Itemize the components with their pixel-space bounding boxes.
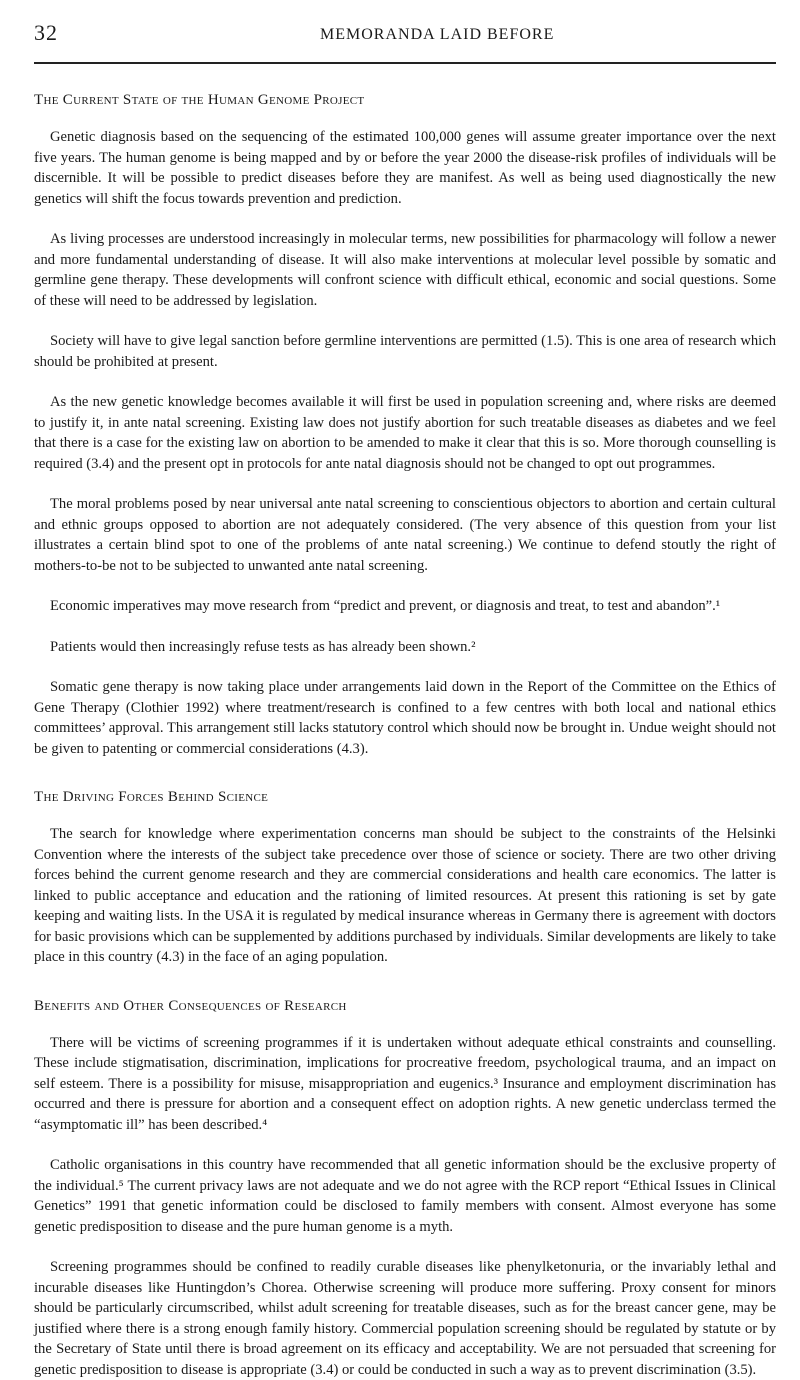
paragraph: Patients would then increasingly refuse tests as has already been shown.² xyxy=(50,638,476,655)
section-heading-driving-forces: The Driving Forces Behind Science xyxy=(34,789,269,805)
paragraph: Genetic diagnosis based on the sequencing of the estimated 100,000 genes will assume greater importance over the next five years. The human genome is being mapped and by or before the year 2000 the disease-risk profiles of individuals will be discernible. It will be possible to predict diseases before they are manifest. As well as being used diagnostically the new genetics will shift the focus towards prevention and prediction. xyxy=(34,129,776,207)
running-title: MEMORANDA LAID BEFORE xyxy=(320,26,555,43)
document-body xyxy=(34,64,776,1380)
paragraph: Economic imperatives may move research from “predict and prevent, or diagnosis and treat, to test and abandon”.¹ xyxy=(50,598,721,614)
paragraph: There will be victims of screening programmes if it is undertaken without adequate ethical constraints and counselling. These include stigmatisation, discrimination, implications for procreative freedom, psychological trauma, and an impact on self esteem. There is a possibility for misuse, misappropriation and eugenics.³ Insurance and employment discrimination has occurred and there is pressure for abortion and a consequent effect on adoption rights. A new genetic underclass termed the “asymptomatic ill” has been described.⁴ xyxy=(34,1034,776,1133)
paragraph: Society will have to give legal sanction before germline interventions are permitted (1.5). This is one area of research which should be prohibited at present. xyxy=(34,333,776,370)
paragraph: As living processes are understood increasingly in molecular terms, new possibilities for pharmacology will follow a newer and more fundamental understanding of disease. It will also make interventions at molecular level possible by somatic and germline gene therapy. These developments will confront science with difficult ethical, economic and social questions. Some of these will need to be addressed by legislation. xyxy=(34,231,776,309)
running-header xyxy=(34,14,776,64)
paragraph: Somatic gene therapy is now taking place under arrangements laid down in the Report of the Committee on the Ethics of Gene Therapy (Clothier 1992) where treatment/research is confined to a few centres with both local and national ethics committees’ approval. This arrangement still lacks statutory control which should now be brought in. Undue weight should not be given to patenting or commercial considerations (4.3). xyxy=(34,679,776,757)
paragraph: The moral problems posed by near universal ante natal screening to conscientious objectors to abortion and certain cultural and ethnic groups opposed to abortion are not adequately considered. (The very absence of this question from your list illustrates a certain blind spot to one of the problems of ante natal screening.) We continue to defend stoutly the right of mothers-to-be not to be subjected to unwanted ante natal screening. xyxy=(34,496,776,574)
section-heading-benefits: Benefits and Other Consequences of Research xyxy=(34,997,347,1014)
paragraph: Catholic organisations in this country have recommended that all genetic information should be the exclusive property of the individual.⁵ The current privacy laws are not adequate and we do not agree with the RCP report “Ethical Issues in Clinical Genetics” 1991 that genetic information could be disclosed to family members with consent. Almost everyone has some genetic predisposition to disease and the pure human genome is a myth. xyxy=(34,1157,776,1235)
section-heading-genome-project: The Current State of the Human Genome Project xyxy=(34,92,365,108)
paragraph: Screening programmes should be confined to readily curable diseases like phenylketonuria, or the invariably lethal and incurable diseases like Huntingdon’s Chorea. Otherwise screening will produce more suffering. Proxy consent for minors should be particularly circumscribed, whilst adult screening for treatable diseases, such as for the breast cancer gene, may be justified where there is a strong enough family history. Commercial population screening should be regulated by statute or by the Secretary of State until there is broad agreement on its efficacy and acceptability. We are not persuaded that screening for genetic predisposition to disease is appropriate (3.4) or could be conducted in such a way as to prevent discrimination (3.5). xyxy=(34,1259,776,1378)
page-number: 32 xyxy=(34,20,58,45)
paragraph: The search for knowledge where experimentation concerns man should be subject to the constraints of the Helsinki Convention where the interests of the subject take precedence over those of science or society. There are two other driving forces behind the current genome research and they are commercial considerations and health care economics. The latter is linked to public acceptance and education and the rationing of limited resources. At present this rationing is set by gate keeping and waiting lists. In the USA it is regulated by medical insurance whereas in Germany there is agreement with doctors for basic provisions which can be supplemented by additions purchased by individuals. Similar developments are likely to take place in this country (4.3) in the face of an aging population. xyxy=(34,826,776,965)
paragraph: As the new genetic knowledge becomes available it will first be used in population screening and, where risks are deemed to justify it, in ante natal screening. Existing law does not justify abortion for such treatable diseases as diabetes and we feel that there is a case for the existing law on abortion to be amended to make it clear that this is so. More thorough counselling is required (3.4) and the present opt in protocols for ante natal diagnosis should not be changed to opt out programmes. xyxy=(34,394,776,472)
